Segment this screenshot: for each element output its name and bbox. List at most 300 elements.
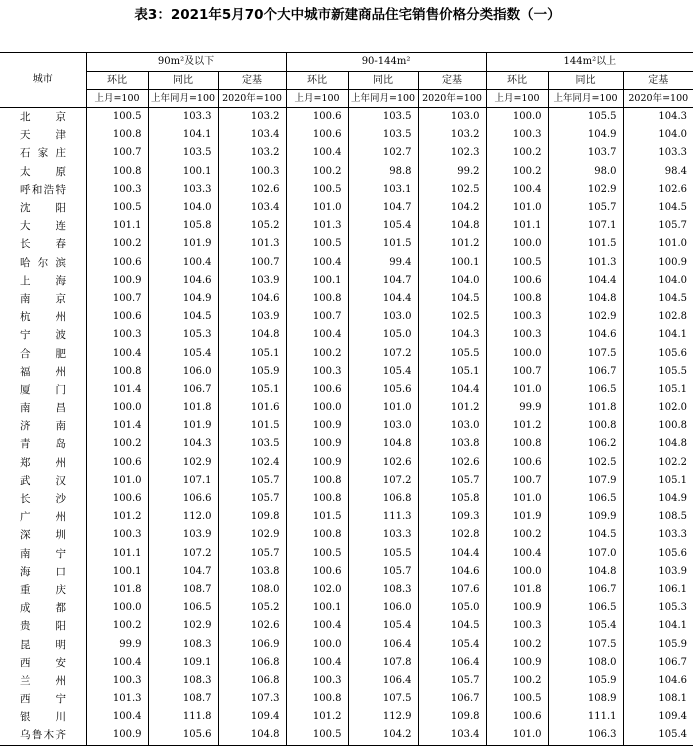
city-name: 天津 bbox=[20, 129, 66, 142]
value-cell-mom-small: 100.4 bbox=[86, 344, 148, 362]
value-cell-mom-small: 100.9 bbox=[86, 272, 148, 290]
city-cell bbox=[0, 617, 86, 635]
value-cell-mom-small: 99.9 bbox=[86, 635, 148, 653]
table-row bbox=[0, 126, 693, 144]
value-cell-mom-medium: 100.8 bbox=[286, 472, 348, 490]
value-cell-mom-large: 100.7 bbox=[486, 472, 548, 490]
value-cell-fixed-small: 103.5 bbox=[218, 435, 286, 453]
value-cell-yoy-large: 105.5 bbox=[548, 108, 623, 127]
value-cell-fixed-small: 102.4 bbox=[218, 454, 286, 472]
value-cell-fixed-large: 106.7 bbox=[623, 654, 693, 672]
city-name: 沈阳 bbox=[20, 202, 66, 215]
city-cell bbox=[0, 490, 86, 508]
value-cell-fixed-small: 103.9 bbox=[218, 308, 286, 326]
city-cell bbox=[0, 108, 86, 127]
base-header-prev-year: 上年同月=100 bbox=[548, 90, 623, 108]
value-cell-fixed-medium: 104.4 bbox=[418, 545, 486, 563]
value-cell-yoy-medium: 105.0 bbox=[348, 326, 418, 344]
city-cell bbox=[0, 654, 86, 672]
value-cell-mom-medium: 100.6 bbox=[286, 108, 348, 127]
value-cell-mom-large: 101.0 bbox=[486, 726, 548, 745]
value-cell-mom-small: 100.7 bbox=[86, 144, 148, 162]
value-cell-mom-medium: 102.0 bbox=[286, 581, 348, 599]
value-cell-yoy-large: 104.4 bbox=[548, 272, 623, 290]
city-cell bbox=[0, 326, 86, 344]
value-cell-fixed-large: 104.8 bbox=[623, 435, 693, 453]
value-cell-fixed-large: 105.1 bbox=[623, 381, 693, 399]
value-cell-fixed-medium: 103.4 bbox=[418, 726, 486, 745]
value-cell-mom-medium: 101.2 bbox=[286, 708, 348, 726]
table-row bbox=[0, 726, 693, 745]
value-cell-mom-large: 101.0 bbox=[486, 199, 548, 217]
value-cell-yoy-small: 107.2 bbox=[148, 545, 218, 563]
table-row bbox=[0, 454, 693, 472]
value-cell-fixed-medium: 104.3 bbox=[418, 326, 486, 344]
value-cell-fixed-large: 104.1 bbox=[623, 326, 693, 344]
city-cell bbox=[0, 235, 86, 253]
value-cell-mom-large: 101.0 bbox=[486, 381, 548, 399]
value-cell-yoy-small: 111.8 bbox=[148, 708, 218, 726]
value-cell-yoy-medium: 106.0 bbox=[348, 599, 418, 617]
value-cell-yoy-large: 105.9 bbox=[548, 672, 623, 690]
value-cell-fixed-small: 100.7 bbox=[218, 254, 286, 272]
city-cell bbox=[0, 599, 86, 617]
value-cell-mom-large: 100.7 bbox=[486, 363, 548, 381]
base-header-prev-year: 上年同月=100 bbox=[348, 90, 418, 108]
value-cell-yoy-medium: 103.5 bbox=[348, 126, 418, 144]
table-row bbox=[0, 272, 693, 290]
value-cell-fixed-small: 109.4 bbox=[218, 708, 286, 726]
city-cell bbox=[0, 181, 86, 199]
value-cell-mom-small: 100.5 bbox=[86, 108, 148, 127]
value-cell-mom-medium: 100.0 bbox=[286, 399, 348, 417]
value-cell-yoy-medium: 103.5 bbox=[348, 108, 418, 127]
value-cell-yoy-large: 104.9 bbox=[548, 126, 623, 144]
group-header-medium: 90-144m² bbox=[286, 53, 486, 72]
value-cell-fixed-large: 108.1 bbox=[623, 690, 693, 708]
city-cell bbox=[0, 344, 86, 362]
value-cell-yoy-medium: 104.7 bbox=[348, 272, 418, 290]
value-cell-fixed-small: 102.6 bbox=[218, 181, 286, 199]
city-name: 杭州 bbox=[20, 311, 66, 324]
table-row bbox=[0, 435, 693, 453]
value-cell-fixed-small: 103.2 bbox=[218, 108, 286, 127]
value-cell-fixed-small: 101.5 bbox=[218, 417, 286, 435]
value-cell-mom-medium: 100.6 bbox=[286, 563, 348, 581]
value-cell-mom-medium: 100.9 bbox=[286, 454, 348, 472]
city-name: 深圳 bbox=[20, 529, 66, 542]
city-name: 西安 bbox=[20, 656, 66, 669]
value-cell-yoy-large: 107.1 bbox=[548, 217, 623, 235]
value-cell-mom-large: 101.1 bbox=[486, 217, 548, 235]
value-cell-fixed-medium: 99.2 bbox=[418, 163, 486, 181]
value-cell-mom-medium: 100.5 bbox=[286, 545, 348, 563]
value-cell-mom-small: 101.1 bbox=[86, 217, 148, 235]
value-cell-yoy-small: 112.0 bbox=[148, 508, 218, 526]
value-cell-fixed-large: 105.3 bbox=[623, 599, 693, 617]
value-cell-yoy-medium: 108.3 bbox=[348, 581, 418, 599]
table-row bbox=[0, 290, 693, 308]
value-cell-mom-medium: 100.5 bbox=[286, 726, 348, 745]
city-name: 太原 bbox=[20, 165, 66, 178]
value-cell-fixed-small: 103.4 bbox=[218, 126, 286, 144]
city-cell bbox=[0, 454, 86, 472]
value-cell-mom-large: 100.0 bbox=[486, 344, 548, 362]
value-cell-mom-small: 100.2 bbox=[86, 235, 148, 253]
city-name: 昆明 bbox=[20, 638, 66, 651]
city-cell bbox=[0, 163, 86, 181]
group-header-small: 90m²及以下 bbox=[86, 53, 286, 72]
value-cell-mom-medium: 100.9 bbox=[286, 435, 348, 453]
value-cell-yoy-medium: 111.3 bbox=[348, 508, 418, 526]
value-cell-fixed-large: 104.0 bbox=[623, 272, 693, 290]
value-cell-yoy-small: 108.3 bbox=[148, 635, 218, 653]
value-cell-fixed-large: 102.0 bbox=[623, 399, 693, 417]
value-cell-fixed-medium: 101.2 bbox=[418, 235, 486, 253]
value-cell-fixed-small: 102.6 bbox=[218, 617, 286, 635]
table-row bbox=[0, 563, 693, 581]
value-cell-yoy-large: 106.5 bbox=[548, 381, 623, 399]
value-cell-yoy-medium: 106.4 bbox=[348, 635, 418, 653]
value-cell-mom-large: 101.8 bbox=[486, 581, 548, 599]
value-cell-yoy-large: 98.0 bbox=[548, 163, 623, 181]
table-row bbox=[0, 417, 693, 435]
value-cell-mom-small: 100.6 bbox=[86, 490, 148, 508]
value-cell-yoy-small: 106.7 bbox=[148, 381, 218, 399]
table-row bbox=[0, 199, 693, 217]
value-cell-yoy-small: 100.1 bbox=[148, 163, 218, 181]
value-cell-fixed-medium: 103.0 bbox=[418, 108, 486, 127]
value-cell-yoy-large: 101.5 bbox=[548, 235, 623, 253]
value-cell-yoy-medium: 99.4 bbox=[348, 254, 418, 272]
value-cell-fixed-small: 104.8 bbox=[218, 726, 286, 745]
value-cell-fixed-medium: 103.2 bbox=[418, 126, 486, 144]
city-cell bbox=[0, 399, 86, 417]
value-cell-fixed-small: 101.6 bbox=[218, 399, 286, 417]
value-cell-yoy-large: 108.9 bbox=[548, 690, 623, 708]
price-index-table bbox=[0, 52, 693, 746]
sub-header-mom: 环比 bbox=[486, 72, 548, 90]
city-name: 广州 bbox=[20, 511, 66, 524]
value-cell-yoy-small: 106.6 bbox=[148, 490, 218, 508]
city-name: 成都 bbox=[20, 602, 66, 615]
value-cell-mom-small: 100.6 bbox=[86, 308, 148, 326]
value-cell-mom-medium: 100.4 bbox=[286, 144, 348, 162]
city-name: 呼和浩特 bbox=[20, 183, 66, 196]
value-cell-mom-small: 100.1 bbox=[86, 563, 148, 581]
value-cell-mom-small: 100.9 bbox=[86, 726, 148, 745]
value-cell-mom-small: 100.3 bbox=[86, 526, 148, 544]
value-cell-mom-large: 101.9 bbox=[486, 508, 548, 526]
value-cell-fixed-large: 102.2 bbox=[623, 454, 693, 472]
city-cell bbox=[0, 472, 86, 490]
value-cell-yoy-small: 108.7 bbox=[148, 581, 218, 599]
value-cell-fixed-medium: 104.2 bbox=[418, 199, 486, 217]
value-cell-fixed-small: 105.2 bbox=[218, 217, 286, 235]
value-cell-yoy-large: 104.6 bbox=[548, 326, 623, 344]
value-cell-fixed-medium: 104.4 bbox=[418, 381, 486, 399]
value-cell-yoy-large: 101.8 bbox=[548, 399, 623, 417]
value-cell-mom-small: 100.7 bbox=[86, 290, 148, 308]
city-name: 乌鲁木齐 bbox=[20, 729, 66, 742]
value-cell-yoy-small: 105.4 bbox=[148, 344, 218, 362]
value-cell-yoy-medium: 103.0 bbox=[348, 417, 418, 435]
value-cell-fixed-large: 103.9 bbox=[623, 563, 693, 581]
value-cell-yoy-medium: 105.4 bbox=[348, 617, 418, 635]
table-row bbox=[0, 617, 693, 635]
table-row bbox=[0, 363, 693, 381]
value-cell-yoy-medium: 105.5 bbox=[348, 545, 418, 563]
city-cell bbox=[0, 199, 86, 217]
value-cell-mom-small: 101.8 bbox=[86, 581, 148, 599]
value-cell-yoy-medium: 98.8 bbox=[348, 163, 418, 181]
city-cell bbox=[0, 581, 86, 599]
table-row bbox=[0, 472, 693, 490]
sub-header-fixed: 定基 bbox=[218, 72, 286, 90]
table-row bbox=[0, 654, 693, 672]
city-cell bbox=[0, 126, 86, 144]
sub-header-fixed: 定基 bbox=[418, 72, 486, 90]
value-cell-yoy-small: 103.3 bbox=[148, 181, 218, 199]
value-cell-mom-large: 100.2 bbox=[486, 672, 548, 690]
city-cell bbox=[0, 217, 86, 235]
value-cell-yoy-small: 104.7 bbox=[148, 563, 218, 581]
table-row bbox=[0, 326, 693, 344]
value-cell-yoy-small: 105.8 bbox=[148, 217, 218, 235]
value-cell-yoy-large: 103.7 bbox=[548, 144, 623, 162]
value-cell-fixed-large: 104.1 bbox=[623, 617, 693, 635]
value-cell-fixed-large: 105.7 bbox=[623, 217, 693, 235]
value-cell-fixed-large: 109.4 bbox=[623, 708, 693, 726]
sub-header-row bbox=[0, 72, 693, 90]
value-cell-yoy-medium: 103.1 bbox=[348, 181, 418, 199]
table-row bbox=[0, 163, 693, 181]
value-cell-yoy-small: 104.3 bbox=[148, 435, 218, 453]
value-cell-fixed-small: 100.3 bbox=[218, 163, 286, 181]
value-cell-mom-medium: 100.7 bbox=[286, 308, 348, 326]
value-cell-yoy-medium: 107.2 bbox=[348, 344, 418, 362]
city-cell bbox=[0, 508, 86, 526]
value-cell-yoy-medium: 101.5 bbox=[348, 235, 418, 253]
value-cell-fixed-large: 108.5 bbox=[623, 508, 693, 526]
value-cell-yoy-small: 101.9 bbox=[148, 235, 218, 253]
value-cell-yoy-medium: 104.8 bbox=[348, 435, 418, 453]
value-cell-yoy-medium: 105.6 bbox=[348, 381, 418, 399]
city-name: 宁波 bbox=[20, 329, 66, 342]
value-cell-yoy-small: 100.4 bbox=[148, 254, 218, 272]
value-cell-yoy-medium: 105.4 bbox=[348, 363, 418, 381]
table-row bbox=[0, 526, 693, 544]
value-cell-mom-small: 101.4 bbox=[86, 417, 148, 435]
value-cell-yoy-medium: 107.8 bbox=[348, 654, 418, 672]
city-cell bbox=[0, 272, 86, 290]
value-cell-fixed-large: 105.6 bbox=[623, 545, 693, 563]
value-cell-mom-small: 100.3 bbox=[86, 672, 148, 690]
value-cell-mom-small: 100.2 bbox=[86, 617, 148, 635]
city-cell bbox=[0, 254, 86, 272]
value-cell-mom-medium: 100.4 bbox=[286, 654, 348, 672]
value-cell-fixed-large: 102.6 bbox=[623, 181, 693, 199]
value-cell-yoy-small: 105.6 bbox=[148, 726, 218, 745]
value-cell-mom-medium: 100.4 bbox=[286, 254, 348, 272]
value-cell-yoy-medium: 107.5 bbox=[348, 690, 418, 708]
city-name: 石家庄 bbox=[20, 147, 66, 160]
city-name: 南京 bbox=[20, 292, 66, 305]
value-cell-yoy-medium: 106.4 bbox=[348, 672, 418, 690]
value-cell-fixed-medium: 102.3 bbox=[418, 144, 486, 162]
value-cell-yoy-large: 106.2 bbox=[548, 435, 623, 453]
base-header-row bbox=[0, 90, 693, 108]
table-row bbox=[0, 635, 693, 653]
value-cell-yoy-small: 106.0 bbox=[148, 363, 218, 381]
city-cell bbox=[0, 708, 86, 726]
value-cell-fixed-medium: 109.8 bbox=[418, 708, 486, 726]
value-cell-mom-medium: 100.8 bbox=[286, 490, 348, 508]
value-cell-yoy-small: 104.6 bbox=[148, 272, 218, 290]
value-cell-mom-large: 100.2 bbox=[486, 163, 548, 181]
value-cell-fixed-medium: 104.6 bbox=[418, 563, 486, 581]
base-header-prev-month: 上月=100 bbox=[86, 90, 148, 108]
value-cell-mom-small: 100.0 bbox=[86, 399, 148, 417]
value-cell-yoy-small: 109.1 bbox=[148, 654, 218, 672]
value-cell-mom-small: 100.6 bbox=[86, 254, 148, 272]
sub-header-yoy: 同比 bbox=[148, 72, 218, 90]
value-cell-fixed-small: 103.2 bbox=[218, 144, 286, 162]
table-row bbox=[0, 308, 693, 326]
city-name: 合肥 bbox=[20, 347, 66, 360]
value-cell-mom-medium: 100.8 bbox=[286, 690, 348, 708]
value-cell-yoy-small: 105.3 bbox=[148, 326, 218, 344]
value-cell-fixed-small: 108.0 bbox=[218, 581, 286, 599]
table-row bbox=[0, 181, 693, 199]
value-cell-fixed-medium: 103.8 bbox=[418, 435, 486, 453]
value-cell-mom-medium: 100.8 bbox=[286, 290, 348, 308]
value-cell-fixed-small: 106.9 bbox=[218, 635, 286, 653]
city-cell bbox=[0, 290, 86, 308]
value-cell-fixed-medium: 109.3 bbox=[418, 508, 486, 526]
value-cell-fixed-medium: 102.5 bbox=[418, 181, 486, 199]
value-cell-mom-small: 101.3 bbox=[86, 690, 148, 708]
value-cell-fixed-large: 105.1 bbox=[623, 472, 693, 490]
value-cell-fixed-medium: 104.5 bbox=[418, 617, 486, 635]
value-cell-yoy-small: 104.0 bbox=[148, 199, 218, 217]
value-cell-mom-medium: 100.5 bbox=[286, 181, 348, 199]
value-cell-mom-small: 100.6 bbox=[86, 454, 148, 472]
city-cell bbox=[0, 635, 86, 653]
value-cell-yoy-medium: 105.4 bbox=[348, 217, 418, 235]
value-cell-fixed-large: 103.3 bbox=[623, 144, 693, 162]
city-cell bbox=[0, 308, 86, 326]
city-cell bbox=[0, 526, 86, 544]
value-cell-mom-small: 100.2 bbox=[86, 435, 148, 453]
value-cell-fixed-small: 102.9 bbox=[218, 526, 286, 544]
value-cell-fixed-large: 105.4 bbox=[623, 726, 693, 745]
value-cell-yoy-small: 104.9 bbox=[148, 290, 218, 308]
value-cell-fixed-large: 105.6 bbox=[623, 344, 693, 362]
value-cell-fixed-small: 107.3 bbox=[218, 690, 286, 708]
value-cell-mom-large: 100.3 bbox=[486, 617, 548, 635]
value-cell-yoy-medium: 102.6 bbox=[348, 454, 418, 472]
value-cell-mom-large: 100.6 bbox=[486, 454, 548, 472]
value-cell-mom-medium: 100.1 bbox=[286, 272, 348, 290]
value-cell-fixed-medium: 105.0 bbox=[418, 599, 486, 617]
city-name: 兰州 bbox=[20, 674, 66, 687]
table-row bbox=[0, 545, 693, 563]
value-cell-yoy-small: 108.3 bbox=[148, 672, 218, 690]
city-name: 北京 bbox=[20, 111, 66, 124]
value-cell-mom-large: 99.9 bbox=[486, 399, 548, 417]
sub-header-mom: 环比 bbox=[286, 72, 348, 90]
value-cell-fixed-large: 100.9 bbox=[623, 254, 693, 272]
table-row bbox=[0, 490, 693, 508]
value-cell-yoy-large: 111.1 bbox=[548, 708, 623, 726]
sub-header-fixed: 定基 bbox=[623, 72, 693, 90]
value-cell-mom-large: 100.5 bbox=[486, 254, 548, 272]
city-cell bbox=[0, 144, 86, 162]
value-cell-mom-medium: 100.4 bbox=[286, 617, 348, 635]
city-name: 南昌 bbox=[20, 402, 66, 415]
value-cell-fixed-large: 101.0 bbox=[623, 235, 693, 253]
city-name: 银川 bbox=[20, 711, 66, 724]
city-name: 郑州 bbox=[20, 456, 66, 469]
table-body bbox=[0, 108, 693, 746]
value-cell-mom-large: 101.2 bbox=[486, 417, 548, 435]
base-header-2020: 2020年=100 bbox=[418, 90, 486, 108]
value-cell-mom-large: 100.3 bbox=[486, 326, 548, 344]
table-title: 表3：2021年5月70个大中城市新建商品住宅销售价格分类指数（一） bbox=[134, 7, 561, 23]
value-cell-yoy-large: 107.0 bbox=[548, 545, 623, 563]
table-row bbox=[0, 508, 693, 526]
value-cell-mom-small: 100.3 bbox=[86, 326, 148, 344]
value-cell-fixed-medium: 105.5 bbox=[418, 344, 486, 362]
value-cell-mom-small: 101.0 bbox=[86, 472, 148, 490]
value-cell-mom-medium: 100.1 bbox=[286, 599, 348, 617]
value-cell-mom-small: 101.2 bbox=[86, 508, 148, 526]
value-cell-yoy-medium: 112.9 bbox=[348, 708, 418, 726]
value-cell-yoy-large: 107.9 bbox=[548, 472, 623, 490]
city-cell bbox=[0, 417, 86, 435]
value-cell-yoy-large: 105.7 bbox=[548, 199, 623, 217]
value-cell-mom-small: 100.8 bbox=[86, 126, 148, 144]
value-cell-yoy-large: 106.5 bbox=[548, 490, 623, 508]
value-cell-yoy-small: 102.9 bbox=[148, 617, 218, 635]
table-row bbox=[0, 217, 693, 235]
value-cell-yoy-large: 106.7 bbox=[548, 363, 623, 381]
group-header-large: 144m²以上 bbox=[486, 53, 693, 72]
table-row bbox=[0, 581, 693, 599]
value-cell-yoy-large: 107.5 bbox=[548, 344, 623, 362]
sub-header-yoy: 同比 bbox=[548, 72, 623, 90]
city-name: 福州 bbox=[20, 365, 66, 378]
value-cell-fixed-large: 104.5 bbox=[623, 199, 693, 217]
base-header-prev-month: 上月=100 bbox=[486, 90, 548, 108]
value-cell-mom-medium: 100.9 bbox=[286, 417, 348, 435]
value-cell-fixed-large: 104.9 bbox=[623, 490, 693, 508]
value-cell-fixed-large: 104.5 bbox=[623, 290, 693, 308]
base-header-2020: 2020年=100 bbox=[623, 90, 693, 108]
value-cell-yoy-small: 106.5 bbox=[148, 599, 218, 617]
value-cell-mom-medium: 100.2 bbox=[286, 344, 348, 362]
value-cell-yoy-medium: 104.4 bbox=[348, 290, 418, 308]
sub-header-yoy: 同比 bbox=[348, 72, 418, 90]
table-row bbox=[0, 708, 693, 726]
city-column-header: 城市 bbox=[0, 53, 86, 108]
value-cell-mom-small: 101.1 bbox=[86, 545, 148, 563]
value-cell-fixed-medium: 105.7 bbox=[418, 672, 486, 690]
value-cell-mom-large: 100.0 bbox=[486, 108, 548, 127]
value-cell-mom-large: 100.3 bbox=[486, 308, 548, 326]
value-cell-fixed-medium: 100.1 bbox=[418, 254, 486, 272]
